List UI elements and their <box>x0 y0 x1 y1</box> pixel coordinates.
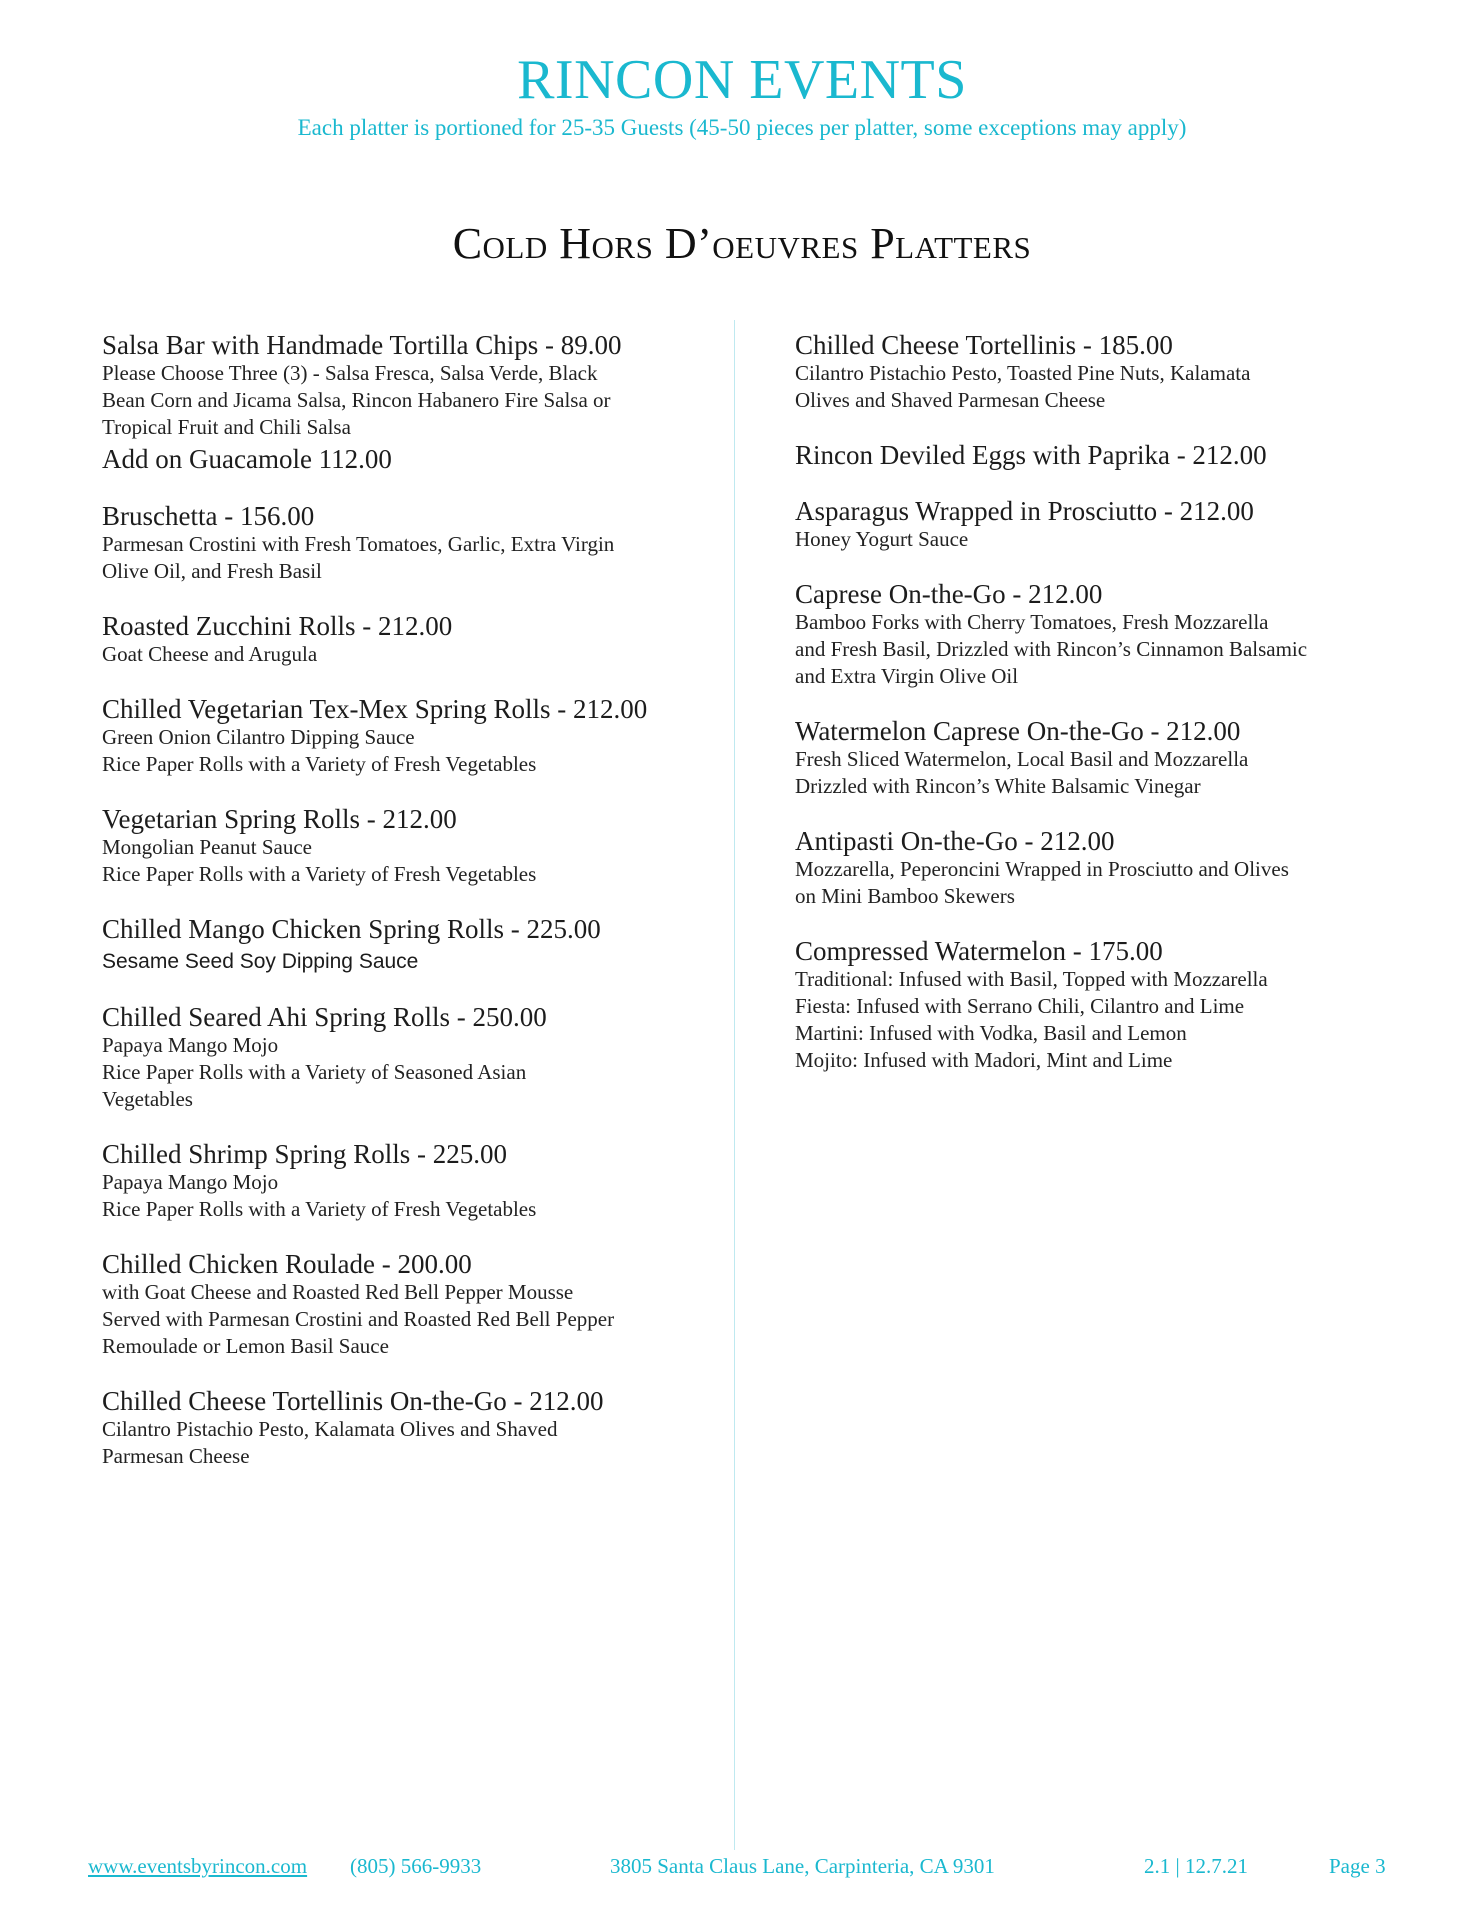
menu-item-description: Bean Corn and Jicama Salsa, Rincon Habanero Fire Salsa or <box>102 388 611 412</box>
website-link[interactable]: www.eventsbyrincon.com <box>88 1854 308 1878</box>
menu-item <box>102 914 712 976</box>
menu-item-title: Chilled Mango Chicken Spring Rolls - 225.00 <box>102 914 601 944</box>
menu-item-description: Goat Cheese and Arugula <box>102 642 318 666</box>
menu-item <box>795 826 1415 910</box>
menu-item-description: Bamboo Forks with Cherry Tomatoes, Fresh Mozzarella <box>795 610 1269 634</box>
menu-item-description: Parmesan Cheese <box>102 1444 250 1468</box>
menu-item-description: Traditional: Infused with Basil, Topped with Mozzarella <box>795 967 1268 991</box>
menu-item-description: Olive Oil, and Fresh Basil <box>102 559 322 583</box>
menu-item-description: Rice Paper Rolls with a Variety of Seasoned Asian <box>102 1060 527 1084</box>
right-column <box>795 330 1415 1100</box>
menu-item-description: Cilantro Pistachio Pesto, Kalamata Olives and Shaved <box>102 1417 558 1441</box>
menu-item-description: Honey Yogurt Sauce <box>795 527 969 551</box>
menu-item-addon: Add on Guacamole 112.00 <box>102 444 392 474</box>
menu-item-description: Vegetables <box>102 1087 193 1111</box>
menu-item-description: on Mini Bamboo Skewers <box>795 884 1015 908</box>
menu-item-title: Watermelon Caprese On-the-Go - 212.00 <box>795 716 1241 746</box>
menu-item-description: Rice Paper Rolls with a Variety of Fresh Vegetables <box>102 752 537 776</box>
menu-item-description: Green Onion Cilantro Dipping Sauce <box>102 725 415 749</box>
page-number: Page 3 <box>1329 1854 1386 1878</box>
address: 3805 Santa Claus Lane, Carpinteria, CA 9301 <box>610 1854 995 1878</box>
menu-item-description: Papaya Mango Mojo <box>102 1170 279 1194</box>
menu-item-description: and Extra Virgin Olive Oil <box>795 664 1019 688</box>
menu-item <box>102 1139 712 1223</box>
menu-item-description: Served with Parmesan Crostini and Roasted Red Bell Pepper <box>102 1307 615 1331</box>
menu-item-description: Mongolian Peanut Sauce <box>102 835 312 859</box>
menu-item-description: Olives and Shaved Parmesan Cheese <box>795 388 1106 412</box>
menu-item <box>795 330 1415 414</box>
menu-item-title: Caprese On-the-Go - 212.00 <box>795 579 1103 609</box>
menu-item <box>795 936 1415 1074</box>
menu-item-description: Papaya Mango Mojo <box>102 1033 279 1057</box>
menu-item-description: with Goat Cheese and Roasted Red Bell Pepper Mousse <box>102 1280 574 1304</box>
menu-item <box>102 611 712 668</box>
section-title: Cold Hors D’oeuvres Platters <box>452 219 1032 268</box>
menu-item-description: Mojito: Infused with Madori, Mint and Lime <box>795 1048 1173 1072</box>
menu-item-description: Fresh Sliced Watermelon, Local Basil and Mozzarella <box>795 747 1249 771</box>
menu-item <box>102 804 712 888</box>
menu-item <box>795 496 1415 553</box>
menu-item-description: Please Choose Three (3) - Salsa Fresca, Salsa Verde, Black <box>102 361 598 385</box>
menu-item <box>102 1002 712 1113</box>
menu-item-title: Chilled Chicken Roulade - 200.00 <box>102 1249 472 1279</box>
brand-title: RINCON EVENTS <box>517 49 967 111</box>
menu-item-title: Compressed Watermelon - 175.00 <box>795 936 1163 966</box>
menu-item <box>795 716 1415 800</box>
menu-item-description: Fiesta: Infused with Serrano Chili, Cilantro and Lime <box>795 994 1245 1018</box>
menu-item-title: Chilled Cheese Tortellinis On-the-Go - 212.00 <box>102 1386 604 1416</box>
menu-item <box>102 330 712 475</box>
menu-item-description: Rice Paper Rolls with a Variety of Fresh Vegetables <box>102 1197 537 1221</box>
menu-item-description: Mozzarella, Peperoncini Wrapped in Prosciutto and Olives <box>795 857 1289 881</box>
menu-item-title: Chilled Seared Ahi Spring Rolls - 250.00 <box>102 1002 547 1032</box>
menu-item-title: Asparagus Wrapped in Prosciutto - 212.00 <box>795 496 1254 526</box>
version-date: 2.1 | 12.7.21 <box>1144 1854 1248 1878</box>
phone-number: (805) 566-9933 <box>350 1854 482 1878</box>
menu-item-title: Roasted Zucchini Rolls - 212.00 <box>102 611 453 641</box>
menu-item <box>795 579 1415 690</box>
menu-item-title: Bruschetta - 156.00 <box>102 501 315 531</box>
menu-item-description: Parmesan Crostini with Fresh Tomatoes, Garlic, Extra Virgin <box>102 532 615 556</box>
page-footer <box>0 1854 1484 1884</box>
menu-item-title: Salsa Bar with Handmade Tortilla Chips - 89.00 <box>102 330 622 360</box>
page-header <box>0 48 1484 142</box>
menu-item-description: Rice Paper Rolls with a Variety of Fresh Vegetables <box>102 862 537 886</box>
menu-item-title: Chilled Vegetarian Tex-Mex Spring Rolls - 212.00 <box>102 694 648 724</box>
menu-item <box>102 501 712 585</box>
menu-item-title: Vegetarian Spring Rolls - 212.00 <box>102 804 457 834</box>
menu-item-description: Drizzled with Rincon’s White Balsamic Vinegar <box>795 774 1201 798</box>
menu-item-description: Tropical Fruit and Chili Salsa <box>102 415 351 439</box>
menu-item <box>102 694 712 778</box>
menu-item-title: Rincon Deviled Eggs with Paprika - 212.00 <box>795 440 1267 470</box>
menu-item <box>102 1386 712 1470</box>
portion-note: Each platter is portioned for 25-35 Guests (45-50 pieces per platter, some exceptions may apply) <box>297 115 1187 140</box>
left-column <box>102 330 712 1496</box>
menu-item-description: Martini: Infused with Vodka, Basil and Lemon <box>795 1021 1187 1045</box>
menu-item-description: and Fresh Basil, Drizzled with Rincon’s Cinnamon Balsamic <box>795 637 1308 661</box>
menu-item <box>102 1249 712 1360</box>
column-divider <box>734 320 735 1850</box>
menu-item-title: Chilled Shrimp Spring Rolls - 225.00 <box>102 1139 508 1169</box>
menu-item-description: Cilantro Pistachio Pesto, Toasted Pine Nuts, Kalamata <box>795 361 1251 385</box>
menu-item <box>795 440 1415 470</box>
menu-item-title: Chilled Cheese Tortellinis - 185.00 <box>795 330 1173 360</box>
menu-item-title: Antipasti On-the-Go - 212.00 <box>795 826 1115 856</box>
menu-item-description: Remoulade or Lemon Basil Sauce <box>102 1334 389 1358</box>
menu-item-description: Sesame Seed Soy Dipping Sauce <box>102 950 419 973</box>
